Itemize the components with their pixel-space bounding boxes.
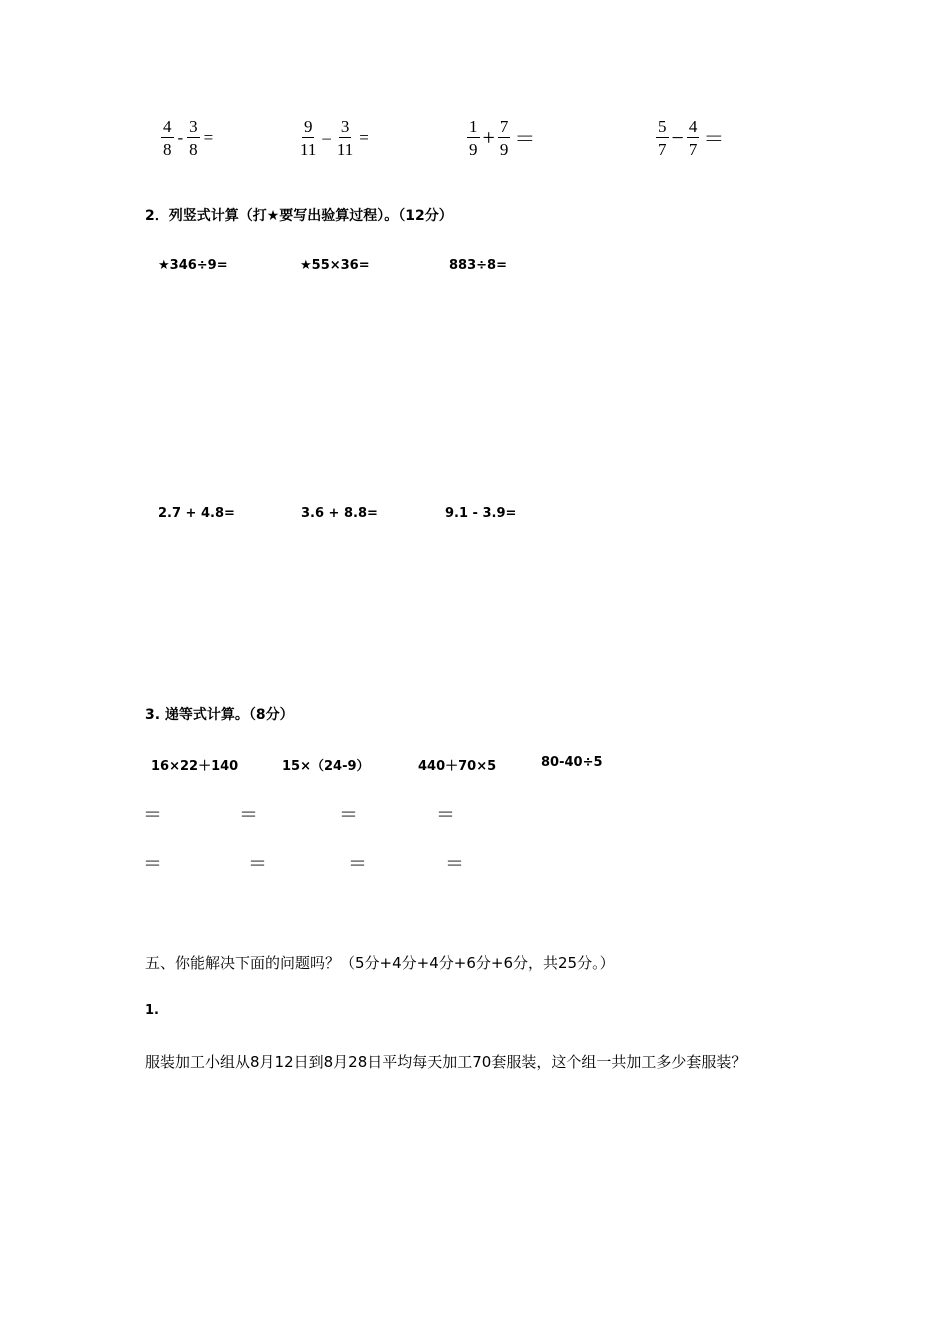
fraction-b (187, 118, 200, 158)
fraction-b (498, 118, 511, 158)
operator: – (322, 128, 331, 147)
vertical-calc-4: 2.7 + 4.8= (158, 506, 235, 521)
operator: + (482, 125, 495, 150)
numerator: 5 (658, 117, 667, 136)
fraction-a (161, 118, 174, 158)
section-5-heading: 五、你能解决下面的问题吗？（5分+4分+4分+6分+6分，共25分。） (145, 954, 615, 972)
fraction-problem-4 (655, 118, 724, 158)
fraction-b (687, 118, 700, 158)
denominator: 11 (336, 140, 354, 159)
stepwise-expr-1: 16×22＋140 (151, 759, 239, 774)
fraction-a (298, 118, 318, 158)
numerator: 4 (688, 117, 698, 136)
numerator: 9 (303, 117, 313, 136)
denominator: 8 (189, 140, 198, 159)
stepwise-expr-2: 15×（24-9） (282, 759, 370, 774)
vertical-calc-5: 3.6 + 8.8= (301, 506, 378, 521)
equals-sign: ＝ (248, 853, 268, 875)
denominator: 9 (499, 140, 509, 159)
equals-sign: = (359, 128, 369, 147)
denominator: 11 (300, 140, 317, 159)
equals-sign: ＝ (339, 804, 359, 826)
fraction-problem-3 (466, 118, 535, 158)
fraction-b (335, 118, 355, 158)
equals-sign: ＝ (514, 127, 536, 151)
fraction-problem-2 (297, 118, 369, 158)
equals-sign: ＝ (703, 127, 725, 151)
vertical-calc-2: ★55×36= (300, 258, 370, 273)
stepwise-expr-3: 440＋70×5 (418, 759, 497, 774)
equals-sign: ＝ (445, 853, 465, 875)
numerator: 4 (163, 117, 172, 136)
fraction-problem-1 (160, 118, 213, 158)
equals-sign: ＝ (436, 804, 456, 826)
denominator: 7 (658, 140, 667, 159)
numerator: 3 (189, 117, 198, 136)
numerator: 1 (469, 117, 478, 136)
denominator: 7 (688, 140, 698, 159)
question-1-label: 1. (145, 1003, 159, 1018)
operator: − (671, 125, 684, 150)
fraction-a (467, 118, 480, 158)
denominator: 9 (469, 140, 478, 159)
fraction-a (656, 118, 669, 158)
equals-sign: ＝ (239, 804, 259, 826)
section-2-heading: 2．列竖式计算（打★要写出验算过程）。（12分） (145, 208, 453, 224)
numerator: 3 (340, 117, 350, 136)
stepwise-expr-4: 80-40÷5 (541, 755, 603, 770)
equals-sign: ＝ (143, 853, 163, 875)
equals-sign: ＝ (143, 804, 163, 826)
denominator: 8 (163, 140, 172, 159)
vertical-calc-3: 883÷8= (449, 258, 507, 273)
vertical-calc-1: ★346÷9= (158, 258, 228, 273)
operator: - (177, 128, 184, 147)
numerator: 7 (499, 117, 509, 136)
question-1-text: 服装加工小组从8月12日到8月28日平均每天加工70套服装，这个组一共加工多少套服装？ (145, 1053, 747, 1071)
section-3-heading: 3. 递等式计算。（8分） (145, 707, 294, 723)
equals-sign: ＝ (348, 853, 368, 875)
equals-sign: = (203, 128, 214, 147)
vertical-calc-6: 9.1 - 3.9= (445, 506, 517, 521)
